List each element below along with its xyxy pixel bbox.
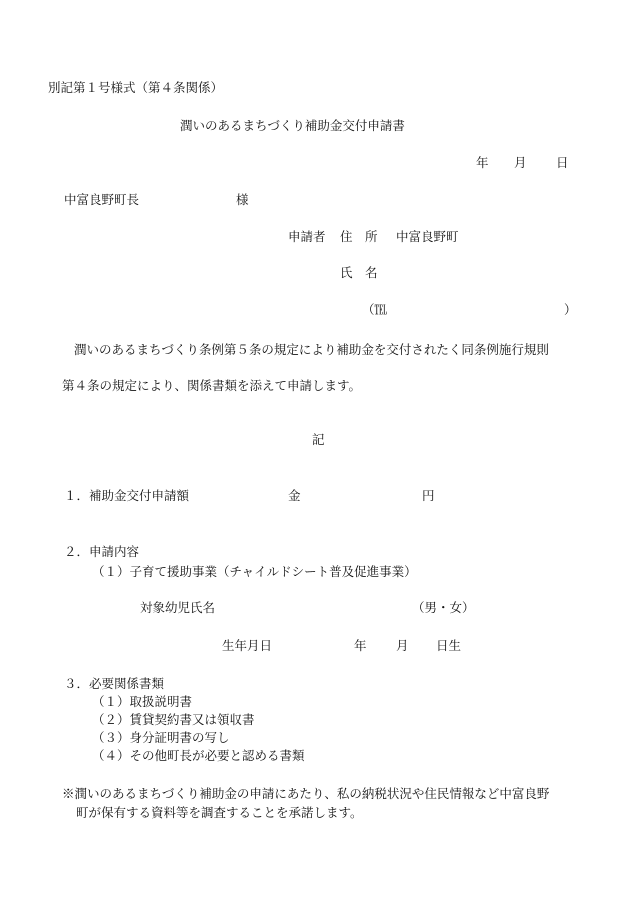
tel-close: ） — [564, 302, 577, 317]
section3-label: ３．必要関係書類 — [64, 676, 165, 691]
consent-note-line-2: 町が保有する資料等を調査することを承諾します。 — [76, 805, 363, 820]
addressee-honorific: 様 — [236, 192, 249, 207]
gender-choice: （男・女） — [412, 600, 475, 615]
section2-label: ２．申請内容 — [64, 544, 140, 559]
section3-item: （１）取扱説明書 — [92, 694, 193, 709]
addressee-name: 中富良野町長 — [64, 192, 140, 207]
section1-kin: 金 — [288, 488, 301, 503]
body-line-2: 第４条の規定により、関係書類を添えて申請します。 — [62, 378, 362, 393]
address-label: 住 所 — [340, 229, 378, 244]
birth-year: 年 — [354, 638, 367, 653]
section1-label: １．補助金交付申請額 — [64, 488, 190, 503]
document-title: 潤いのあるまちづくり補助金交付申請書 — [180, 118, 405, 133]
address-value: 中富良野町 — [396, 229, 459, 244]
applicant-label: 申請者 — [288, 229, 326, 244]
date-month: 月 — [514, 155, 527, 170]
name-label: 氏 名 — [340, 265, 378, 280]
date-year: 年 — [476, 155, 489, 170]
section1-en: 円 — [422, 488, 435, 503]
form-reference: 別記第１号様式（第４条関係） — [48, 80, 224, 95]
tel-open: （℡ — [362, 302, 388, 317]
body-line-1: 潤いのあるまちづくり条例第５条の規定により補助金を交付されたく同条例施行規則 — [74, 342, 549, 357]
date-day: 日 — [556, 155, 569, 170]
consent-note-line-1: ※潤いのあるまちづくり補助金の申請にあたり、私の納税状況や住民情報など中富良野 — [62, 786, 550, 801]
section2-item1: （１）子育て援助事業（チャイルドシート普及促進事業） — [92, 564, 417, 579]
ki-heading: 記 — [312, 432, 325, 447]
birth-label: 生年月日 — [222, 638, 273, 653]
birth-month: 月 — [396, 638, 409, 653]
section3-item: （３）身分証明書の写し — [92, 730, 230, 745]
child-name-label: 対象幼児氏名 — [140, 600, 216, 615]
section3-item: （４）その他町長が必要と認める書類 — [92, 748, 305, 763]
birth-day: 日生 — [436, 638, 462, 653]
section3-item: （２）賃貸契約書又は領収書 — [92, 712, 255, 727]
